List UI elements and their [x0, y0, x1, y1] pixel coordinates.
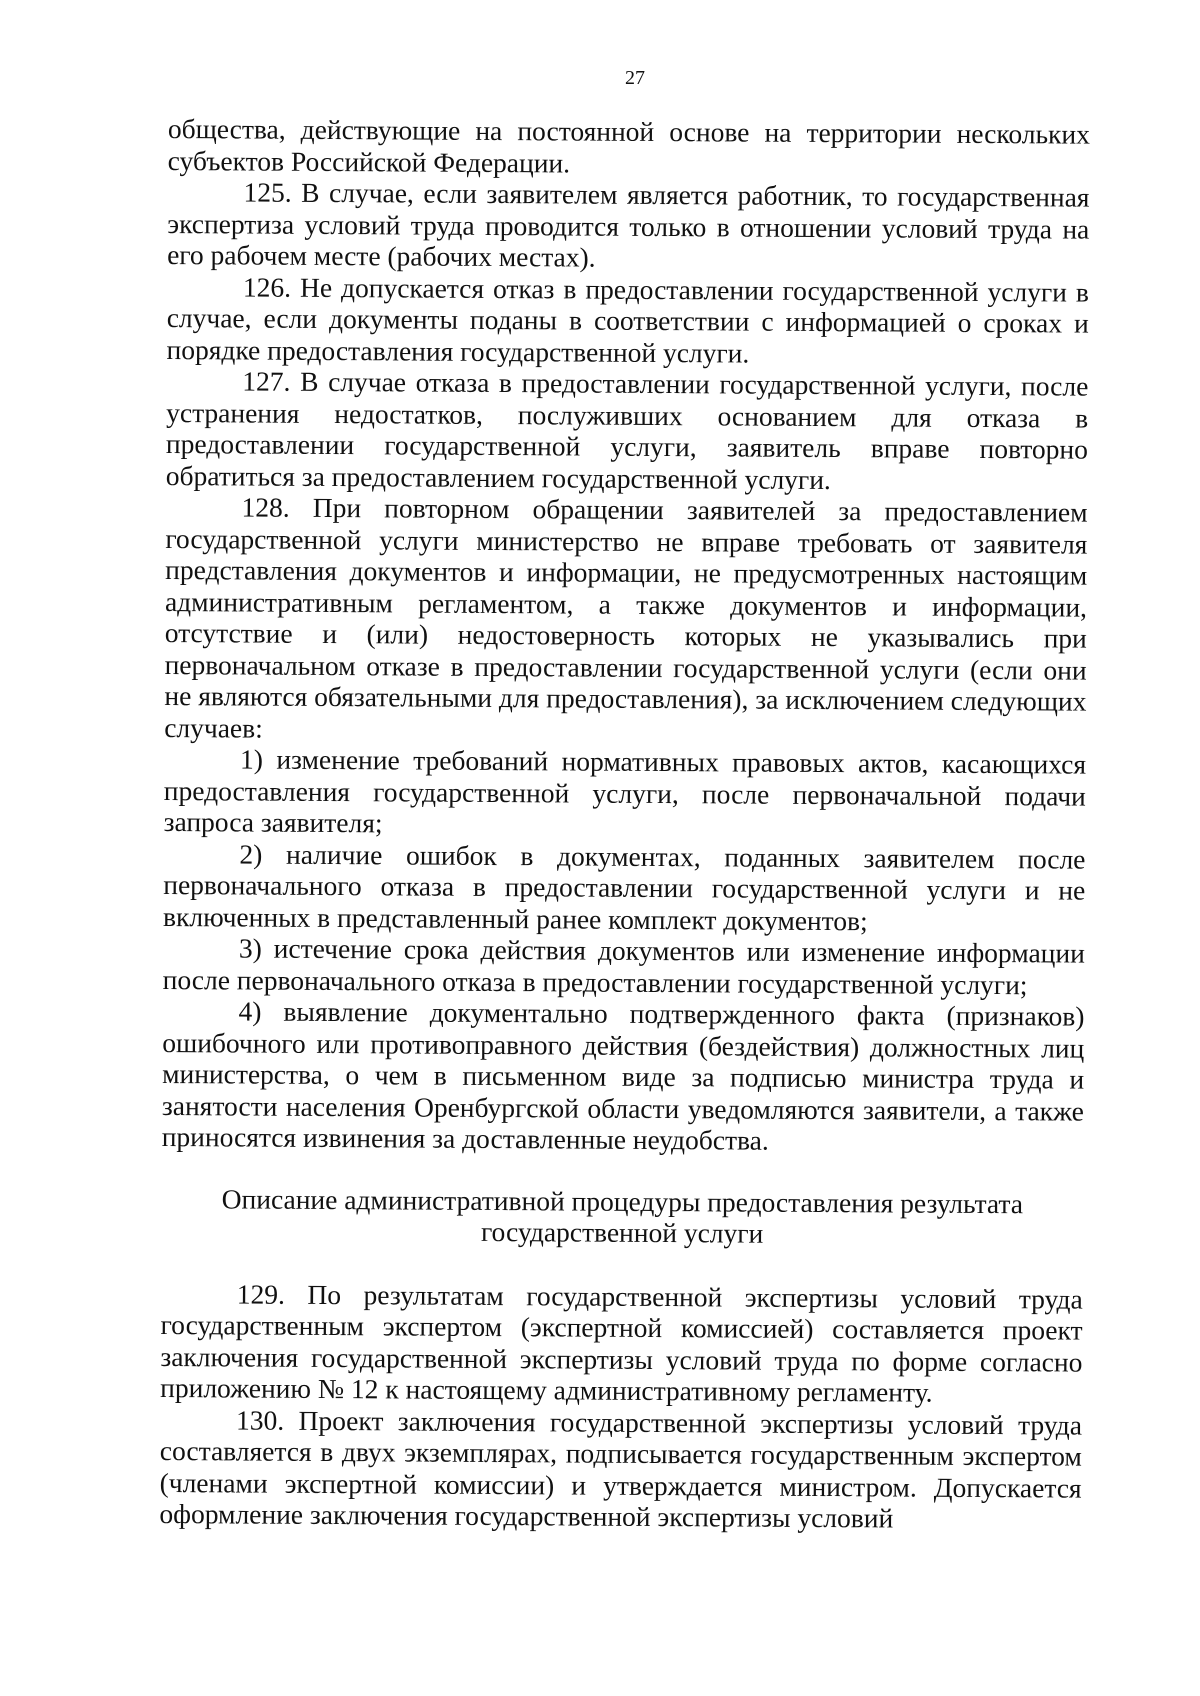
- paragraph-130: 130. Проект заключения государственной экспертизы условий труда составляется в двух экземплярах, подписывается государственным экспертом (членами экспертной комиссии) и утверждается министром. Допускается оформление заключения государственной экспертизы условий: [159, 1403, 1083, 1534]
- paragraph-129: 129. По результатам государственной экспертизы условий труда государственным экспертом (экспертной комиссией) составляется проект заключения государственной экспертизы условий труда по форме согласно приложению № 12 к настоящему административному регламенту.: [160, 1277, 1083, 1408]
- list-item-2: 2) наличие ошибок в документах, поданных заявителем после первоначального отказа в предоставлении государственной услуги и не включенных в представленный ранее комплект документов;: [163, 837, 1086, 936]
- paragraph-continuation: общества, действующие на постоянной основе на территории нескольких субъектов Российской Федерации.: [167, 113, 1090, 178]
- list-item-1: 1) изменение требований нормативных правовых актов, касающихся предоставления государственной услуги, после первоначальной подачи запроса заявителя;: [163, 743, 1087, 839]
- section-heading: Описание административной процедуры предоставления результата государственной услуги: [221, 1182, 1024, 1249]
- paragraph-127: 127. В случае отказа в предоставлении государственной услуги, после устранения недостатков, послуживших основанием для отказа в предоставлении государственной услуги, заявитель вправе повторно обратиться за предоставлением государственной услуги.: [165, 365, 1089, 495]
- list-item-4: 4) выявление документально подтвержденного факта (признаков) ошибочного или противоправного действия (бездействия) должностных лиц министерства, о чем в письменном виде за подписью министра труда и занятости населения Оренбургской области уведомляются заявители, а также приносятся извинения за доставленные неудобства.: [161, 995, 1085, 1156]
- paragraph-125: 125. В случае, если заявителем является работник, то государственная экспертиза условий труда проводится только в отношении условий труда на его рабочем месте (рабочих местах).: [167, 176, 1090, 273]
- list-item-3: 3) истечение срока действия документов или изменение информации после первоначального отказа в предоставлении государственной услуги;: [162, 932, 1085, 1000]
- page-number: 27: [625, 67, 645, 89]
- document-body: [159, 113, 1090, 1535]
- paragraph-126: 126. Не допускается отказ в предоставлении государственной услуги в случае, если документы поданы в соответствии с информацией о сроках и порядке предоставления государственной услуги.: [166, 270, 1090, 369]
- paragraph-128: 128. При повторном обращении заявителей за предоставлением государственной услуги министерство не вправе требовать от заявителя представления документов и информации, не предусмотренных настоящим административным регламентом, а также документов и информации, отсутствие и (или) недостоверность которых не указывались при первоначальном отказе в предоставлении государственной услуги (если они не являются обязательными для предоставления), за исключением следующих случаев:: [164, 491, 1088, 744]
